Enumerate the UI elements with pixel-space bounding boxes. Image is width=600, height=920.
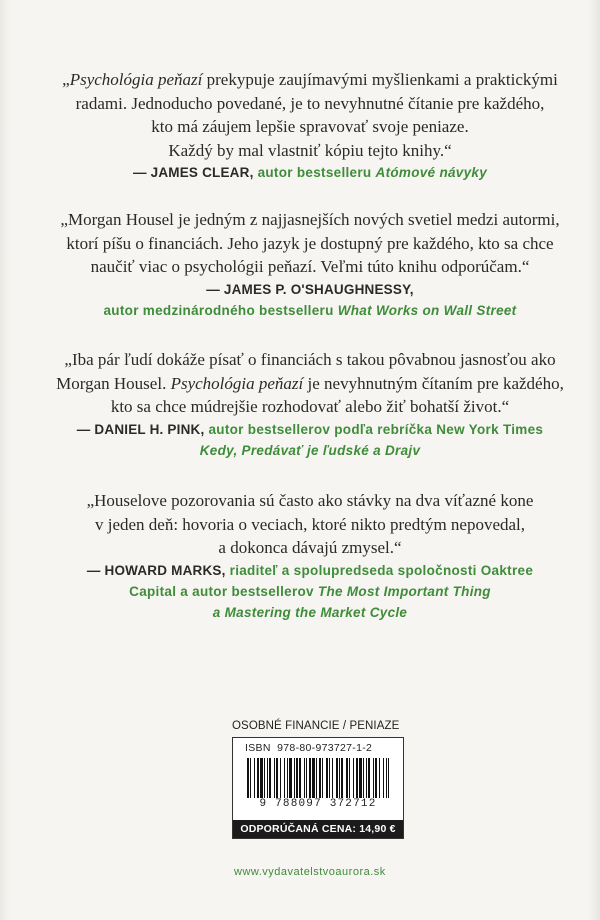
barcode-bar — [373, 758, 374, 798]
attribution-line — [40, 419, 580, 440]
quote-line — [40, 68, 580, 92]
quote-text: ktorí píšu o financiách. Jeho jazyk je dostupný pre každého, kto sa chce — [66, 233, 554, 253]
barcode-bar — [289, 758, 292, 798]
attribution-line — [40, 560, 580, 581]
quote-text: kto má záujem lepšie spravovať svoje peniaze. — [151, 117, 469, 136]
barcode-bar — [247, 758, 249, 798]
quote-text: a dokonca dávajú zmysel.“ — [218, 538, 402, 557]
quote-text: „Houselove pozorovania sú často ako stávky na dva víťazné kone — [86, 491, 534, 510]
quote-line — [40, 489, 580, 513]
barcode-bar — [366, 758, 367, 798]
barcode-bar — [264, 758, 265, 798]
barcode-bar — [306, 758, 307, 798]
barcode-bar — [363, 758, 364, 798]
author-name: — DANIEL H. PINK, — [76, 421, 205, 437]
publisher-website[interactable]: www.vydavatelstvoaurora.sk — [234, 866, 386, 878]
quote-line — [40, 536, 580, 560]
quote-text: Morgan Housel. — [56, 373, 171, 393]
barcode-bar — [341, 758, 343, 798]
barcode-bar — [322, 758, 323, 798]
book-title-italic: Psychológia peňazí — [170, 373, 304, 393]
barcode-bar — [312, 758, 315, 798]
author-book-title: The Most Important Thing — [317, 583, 491, 599]
quote-text: „ — [62, 70, 70, 89]
barcode-bar — [356, 758, 358, 798]
barcode-bar — [326, 758, 328, 798]
author-book-title: What Works on Wall Street — [337, 302, 517, 318]
quote-line — [40, 372, 580, 396]
blurb-howard-marks — [40, 489, 580, 623]
author-book-title: Atómové návyky — [375, 165, 488, 180]
quote-text: „Iba pár ľudí dokáže písať o financiách s takou pôvabnou jasnosťou ako — [64, 350, 556, 369]
isbn-line — [245, 742, 372, 754]
barcode-bar — [386, 758, 387, 798]
barcode-bar — [309, 758, 311, 798]
author-description: autor bestsellerov podľa rebríčka New York Times — [204, 421, 544, 437]
barcode-bar — [383, 758, 384, 798]
barcode-bar — [260, 758, 263, 798]
attribution-line — [40, 581, 580, 602]
author-name: — HOWARD MARKS, — [86, 562, 226, 578]
price-label: ODPORÚČANÁ CENA: 14,90 € — [233, 820, 403, 838]
barcode-bar — [284, 758, 285, 798]
quote-text: je nevyhnutným čítaním pre každého, — [303, 373, 564, 393]
quote-text: Každý by mal vlastniť kópiu tejto knihy.“ — [168, 140, 452, 160]
quote-text: radami. Jednoducho povedané, je to nevyhnutné čítanie pre každého, — [75, 93, 545, 113]
barcode-bar — [349, 758, 350, 798]
barcode-bar — [368, 758, 370, 798]
quote-line — [40, 255, 580, 279]
author-name: — JAMES CLEAR, — [132, 165, 254, 180]
blurb-daniel-pink — [40, 348, 580, 461]
quote-line — [40, 348, 580, 372]
barcode-bar — [336, 758, 338, 798]
attribution-line — [40, 300, 580, 321]
attribution-line — [40, 440, 580, 461]
barcode-bar — [287, 758, 288, 798]
barcode-bar — [346, 758, 348, 798]
barcode-bars — [247, 758, 389, 798]
barcode-bar — [294, 758, 295, 798]
barcode-bar — [250, 758, 251, 798]
barcode-bar — [254, 758, 255, 798]
barcode-bar — [299, 758, 301, 798]
barcode-bar — [274, 758, 275, 798]
barcode-bar — [379, 758, 380, 798]
author-book-title: a Mastering the Market Cycle — [212, 604, 408, 620]
quote-line — [40, 208, 580, 232]
author-name: — JAMES P. O'SHAUGHNESSY, — [206, 281, 414, 297]
author-description: riaditeľ a spolupredseda spoločnosti Oaktree — [225, 562, 534, 578]
book-title-italic: Psychológia peňazí — [69, 70, 203, 89]
quote-text: v jeden deň: hovoria o veciach, ktoré nikto predtým nepovedal, — [94, 514, 526, 534]
attribution-line — [40, 602, 580, 623]
barcode-bar — [267, 758, 268, 798]
author-description: autor medzinárodného bestselleru — [103, 302, 338, 318]
quote-line — [40, 513, 580, 537]
attribution-line — [40, 279, 580, 300]
barcode-bar — [375, 758, 377, 798]
blurb-james-clear — [40, 68, 580, 183]
quote-text: prekypuje zaujímavými myšlienkami a praktickými — [202, 70, 558, 89]
quote-line — [40, 232, 580, 256]
author-book-title: Kedy, Predávať je ľudské a Drajv — [199, 442, 421, 458]
barcode-bar — [296, 758, 298, 798]
barcode-bar — [332, 758, 333, 798]
book-category: OSOBNÉ FINANCIE / PENIAZE — [232, 720, 400, 732]
quote-text: naučiť viac o psychológii peňazí. Veľmi túto knihu odporúčam.“ — [90, 257, 530, 276]
quote-text: „Morgan Housel je jedným z najjasnejších nových svetiel medzi autormi, — [60, 210, 560, 229]
barcode-bar — [339, 758, 340, 798]
author-description: Capital a autor bestsellerov — [129, 583, 318, 599]
author-description: autor bestselleru — [253, 165, 376, 180]
quote-line — [40, 395, 580, 419]
barcode-bar — [269, 758, 271, 798]
barcode-bar — [304, 758, 305, 798]
barcode-block — [232, 737, 404, 839]
barcode-bar — [353, 758, 354, 798]
quote-line — [40, 92, 580, 116]
blurb-james-oshaughnessy — [40, 208, 580, 321]
barcode-bar — [329, 758, 330, 798]
quote-line — [40, 139, 580, 163]
quote-line — [40, 115, 580, 139]
barcode-bar — [276, 758, 278, 798]
barcode-bar — [388, 758, 389, 798]
attribution-line — [40, 162, 580, 183]
barcode-bar — [280, 758, 281, 798]
barcode-digits: 9 788097 372712 — [259, 798, 377, 810]
isbn-number: 978-80-973727-1-2 — [277, 742, 373, 754]
isbn-label: ISBN — [245, 742, 271, 754]
barcode-bar — [359, 758, 362, 798]
barcode-bar — [319, 758, 321, 798]
barcode-bar — [257, 758, 259, 798]
barcode-bar — [316, 758, 317, 798]
quote-text: kto sa chce múdrejšie rozhodovať alebo žiť bohatší život.“ — [110, 397, 510, 416]
